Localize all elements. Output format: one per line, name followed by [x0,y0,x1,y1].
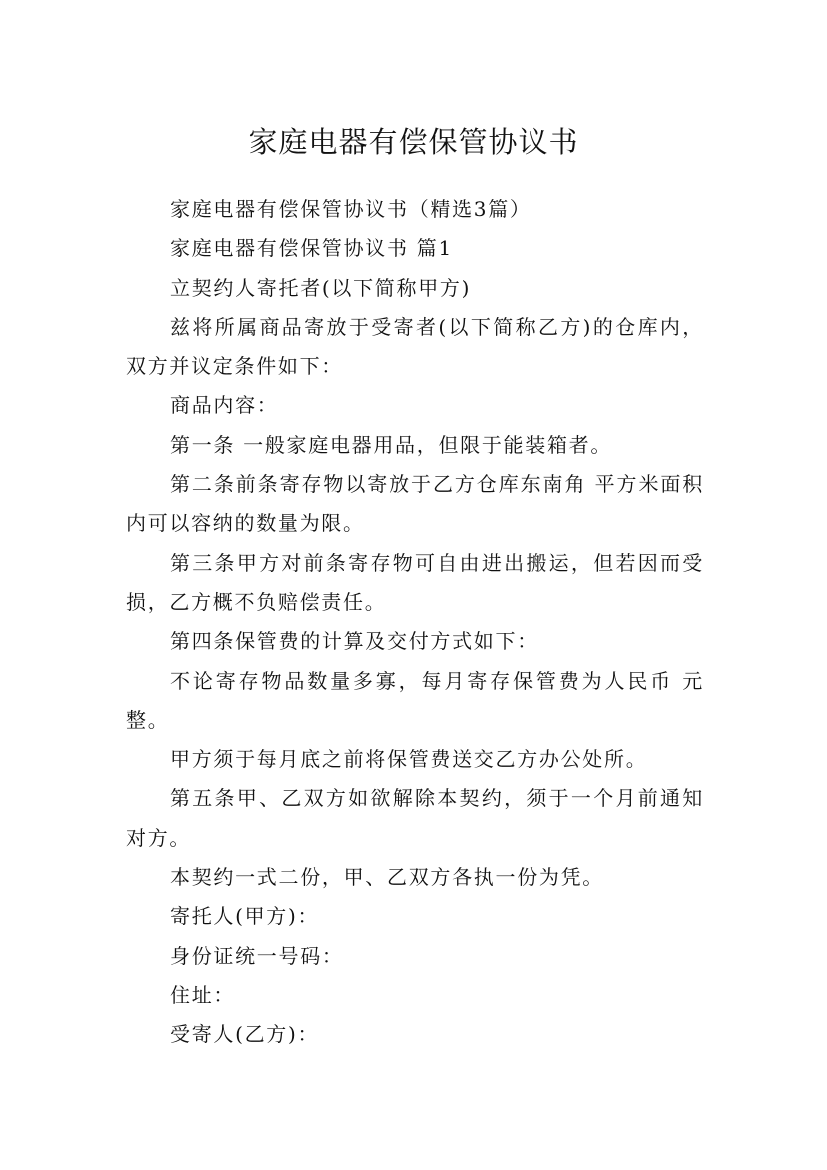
contract-paragraph: 兹将所属商品寄放于受寄者(以下简称乙方)的仓库内，双方并议定条件如下： [126,314,704,379]
contract-paragraph: 商品内容： [170,393,279,418]
article-paragraph: 第五条甲、乙双方如欲解除本契约，须于一个月前通知对方。 [126,786,704,850]
section-heading: 家庭电器有偿保管协议书 篇1 [170,236,453,261]
article-paragraph: 第三条甲方对前条寄存物可自由进出搬运，但若因而受损，乙方概不负赔偿责任。 [126,550,704,614]
contract-paragraph: 本契约一式二份，甲、乙双方各执一份为凭。 [170,865,604,890]
signature-line: 寄托人(甲方)： [170,904,320,929]
contract-paragraph: 不论寄存物品数量多寡，每月寄存保管费为人民币 元整。 [126,668,704,732]
article-paragraph: 第四条保管费的计算及交付方式如下： [170,629,539,654]
signature-line: 受寄人(乙方)： [170,1022,320,1047]
document-title: 家庭电器有偿保管协议书 [248,125,579,160]
article-paragraph: 第二条前条寄存物以寄放于乙方仓库东南角 平方米面积内可以容纳的数量为限。 [126,472,704,536]
article-paragraph: 第一条 一般家庭电器用品，但限于能装箱者。 [170,432,613,457]
signature-line: 身份证统一号码： [170,943,344,968]
subtitle-paragraph: 家庭电器有偿保管协议书（精选3篇） [170,197,532,221]
signature-line: 住址： [170,982,236,1007]
contract-paragraph: 甲方须于每月底之前将保管费送交乙方办公处所。 [170,747,648,772]
document-body [126,190,704,1055]
contract-paragraph: 立契约人寄托者(以下简称甲方) [170,275,472,300]
